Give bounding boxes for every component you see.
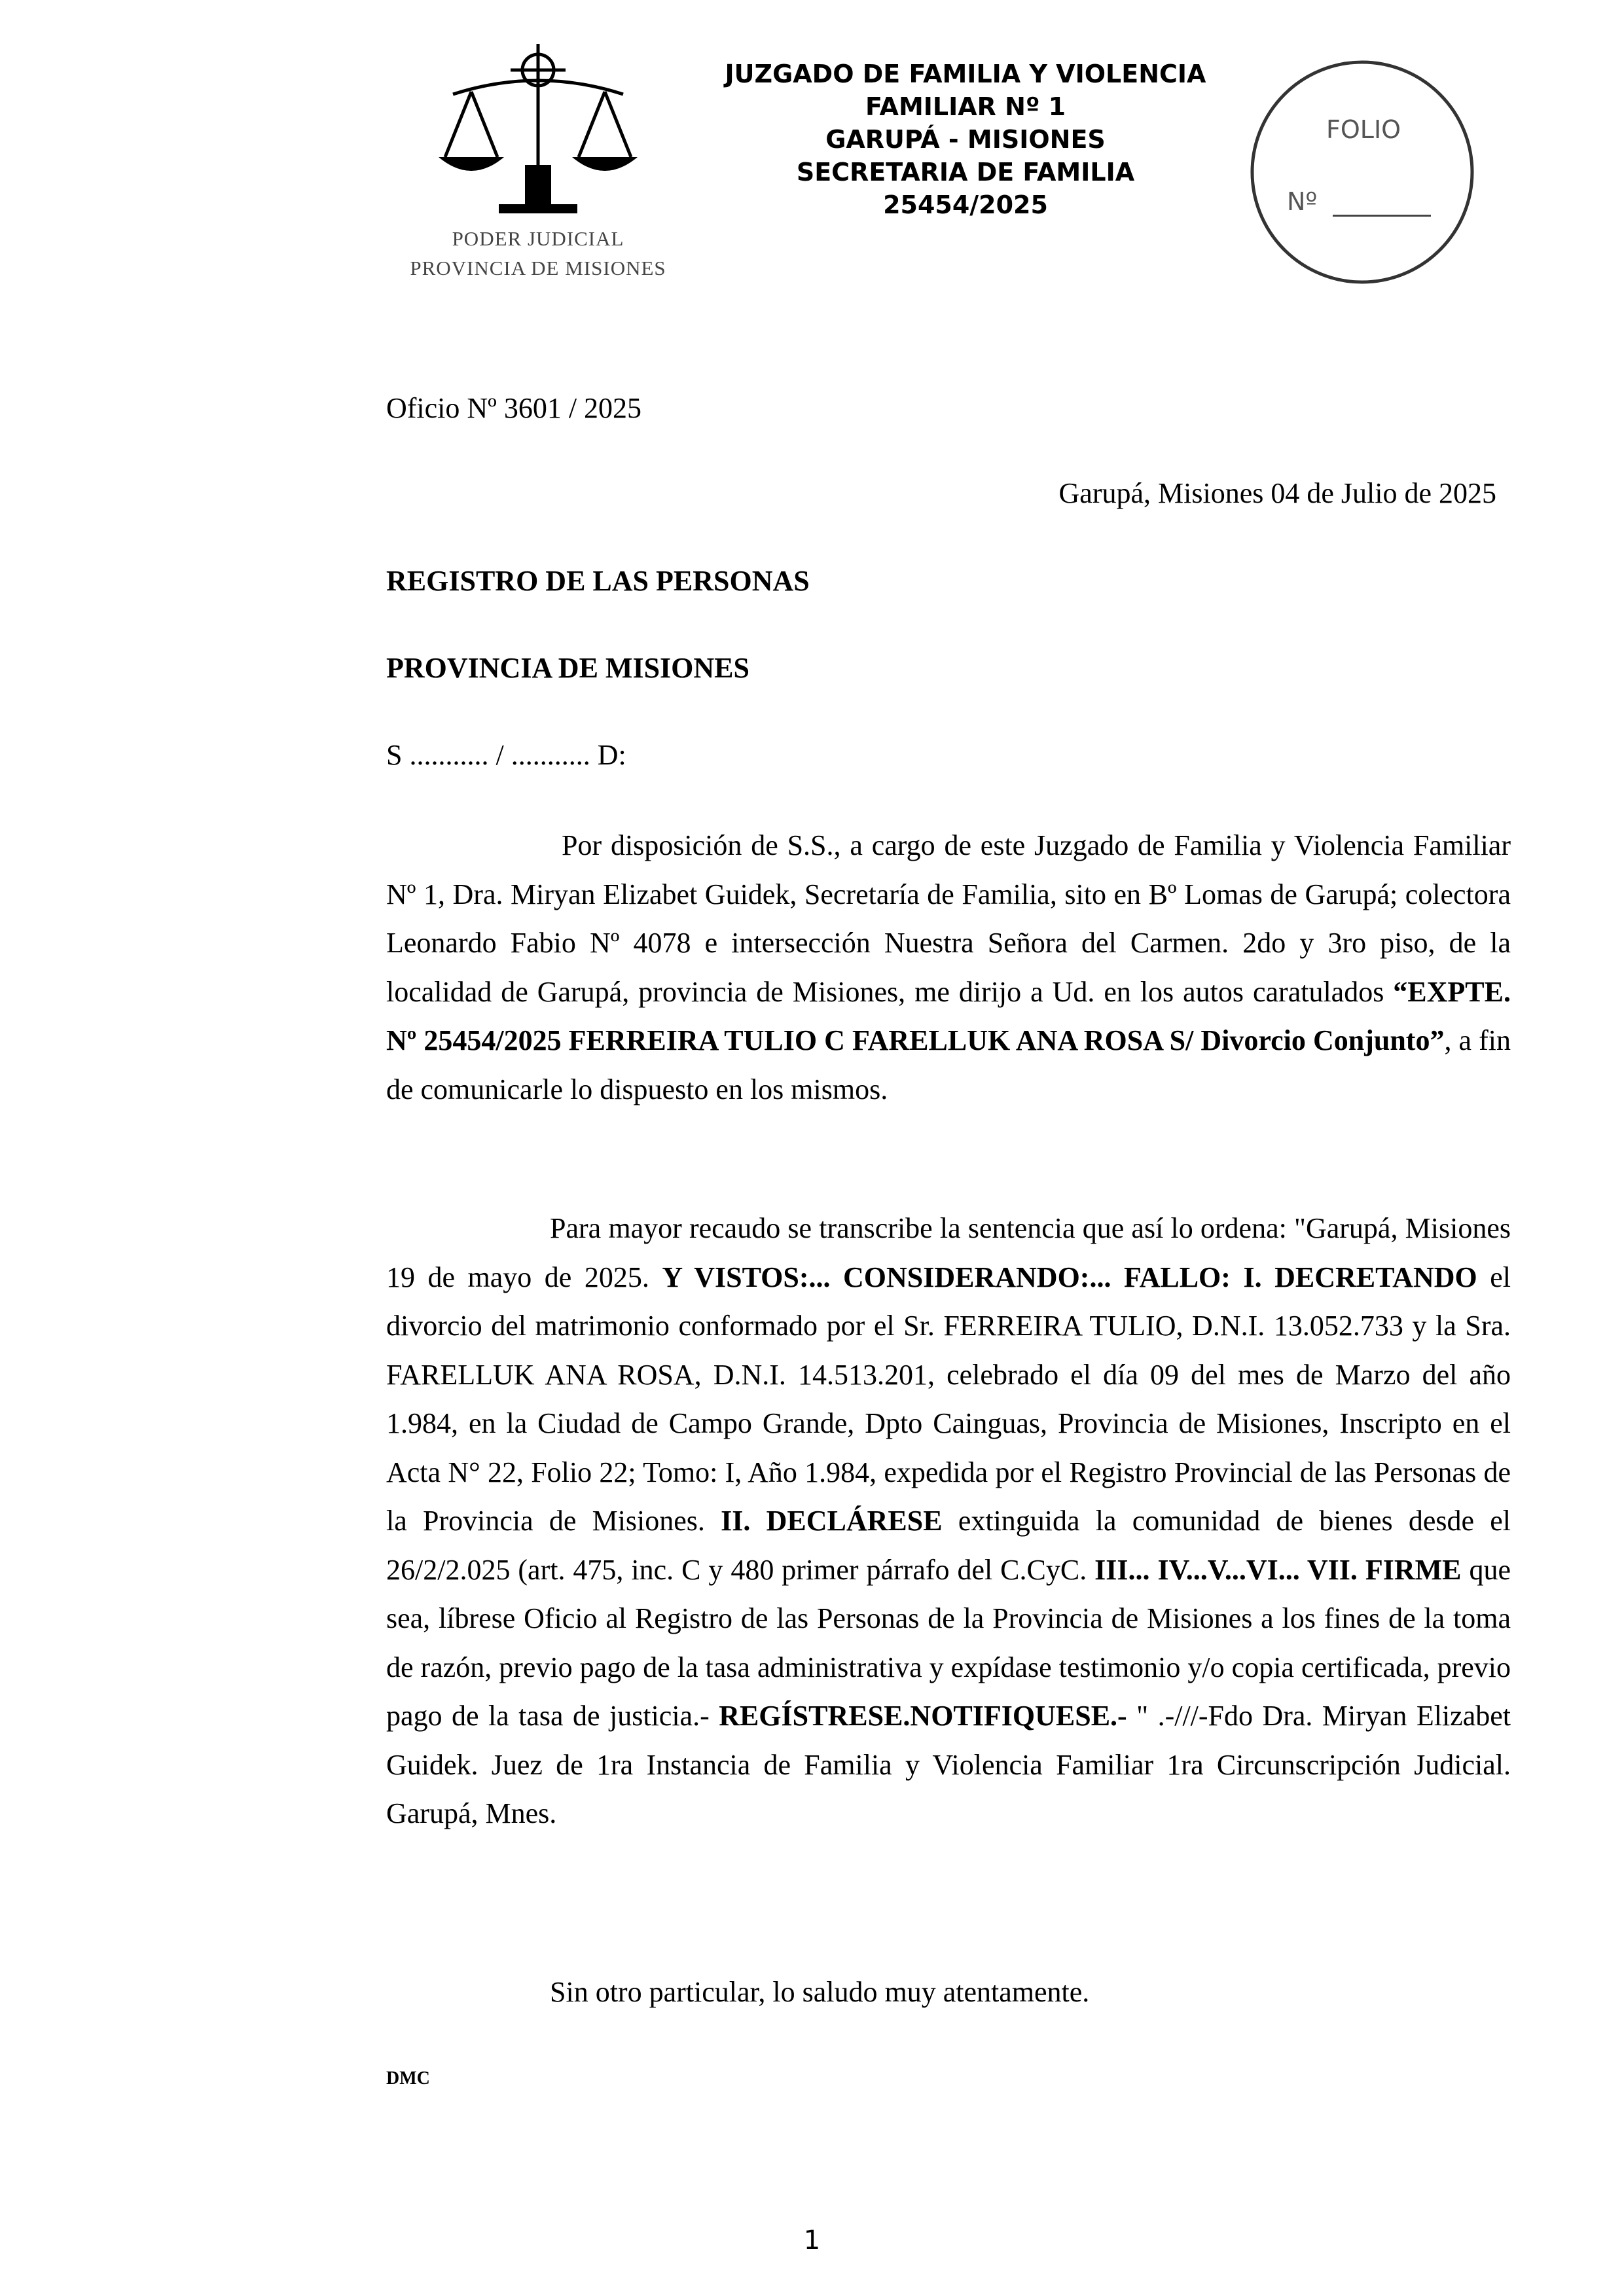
p2-text-e: extinguida la comunidad de bienes desde el 26/2/2.025 (art. 475, inc. C y 480 primer párrafo del C.CyC. bbox=[386, 1505, 1511, 1586]
p1-text-a: Por disposición de S.S., a cargo de este Juzgado de Familia y Violencia Familiar Nº 1, Dra. Miryan Elizabet Guidek, Secretaría de Familia, sito en Bº Lomas de Garupá; colectora Leonardo Fabio Nº 4078 e intersección Nuestra Señora del Carmen. 2do y 3ro piso, de la localidad de Garupá, provincia de Misiones, me dirijo a Ud. en los autos caratulados bbox=[386, 829, 1511, 1008]
logo-text-poder-judicial: PODER JUDICIAL bbox=[452, 227, 624, 250]
case-caption: “EXPTE. Nº 25454/2025 FERREIRA TULIO C FARELLUK ANA ROSA S/ Divorcio Conjunto” bbox=[386, 975, 1511, 1056]
p2-text-i: " .-///-Fdo Dra. Miryan Elizabet Guidek. Juez de 1ra Instancia de Familia y Violencia Familiar 1ra Circunscripción Judicial. Garupá, Mnes. bbox=[386, 1700, 1511, 1829]
recipient-line-2: PROVINCIA DE MISIONES bbox=[386, 652, 749, 684]
p2-bold-declarese: II. DECLÁRESE bbox=[721, 1505, 943, 1537]
document-date: Garupá, Misiones 04 de Julio de 2025 bbox=[1058, 477, 1496, 509]
page-number: 1 bbox=[803, 2225, 821, 2255]
scales-of-justice-icon bbox=[427, 41, 649, 224]
oficio-number: Oficio Nº 3601 / 2025 bbox=[386, 392, 642, 424]
court-header bbox=[655, 58, 1276, 221]
p2-text-g: que sea, líbrese Oficio al Registro de las Personas de la Provincia de Misiones a los fines de la toma de razón, previo pago de la tasa administrativa y expídase testimonio y/o copia certificada, previo pago de la tasa de justicia.- bbox=[386, 1553, 1511, 1732]
body-paragraph-1 bbox=[386, 821, 1511, 1114]
logo-text-provincia: PROVINCIA DE MISIONES bbox=[410, 257, 666, 279]
header-line-1: JUZGADO DE FAMILIA Y VIOLENCIA bbox=[725, 60, 1206, 88]
p2-bold-fallo: Y VISTOS:... CONSIDERANDO:... FALLO: I. DECRETANDO bbox=[662, 1261, 1477, 1293]
recipient-line-1: REGISTRO DE LAS PERSONAS bbox=[386, 565, 810, 597]
p1-text-c: , a fin de comunicarle lo dispuesto en los mismos. bbox=[386, 1024, 1511, 1105]
folio-number-line bbox=[1333, 215, 1431, 217]
folio-label: FOLIO bbox=[1326, 115, 1401, 144]
p2-text-c: el divorcio del matrimonio conformado por el Sr. FERREIRA TULIO, D.N.I. 13.052.733 y la Sra. FARELLUK ANA ROSA, D.N.I. 14.513.201, celebrado el día 09 del mes de Marzo del año 1.984, en la Ciudad de Campo Grande, Dpto Cainguas, Provincia de Misiones, Inscripto en el Acta N° 22, Folio 22; Tomo: I, Año 1.984, expedida por el Registro Provincial de las Personas de la Provincia de Misiones. bbox=[386, 1261, 1511, 1537]
closing-line: Sin otro particular, lo saludo muy atentamente. bbox=[550, 1976, 1090, 2008]
header-line-4: SECRETARIA DE FAMILIA bbox=[796, 158, 1135, 187]
header-line-5: 25454/2025 bbox=[883, 190, 1048, 219]
p2-bold-firme: III... IV...V...VI... VII. FIRME bbox=[1094, 1553, 1462, 1586]
judicial-logo bbox=[401, 41, 676, 289]
p2-bold-registrese: REGÍSTRESE.NOTIFIQUESE.- bbox=[719, 1700, 1127, 1732]
folio-circle-icon bbox=[1248, 58, 1477, 287]
folio-stamp bbox=[1248, 58, 1477, 287]
salutation: S ........... / ........... D: bbox=[386, 739, 626, 771]
header-line-3: GARUPÁ - MISIONES bbox=[825, 125, 1106, 154]
header-line-2: FAMILIAR Nº 1 bbox=[865, 92, 1066, 121]
p2-text-a: Para mayor recaudo se transcribe la sentencia que así lo ordena: "Garupá, Misiones 19 de mayo de 2025. bbox=[386, 1212, 1511, 1293]
author-initials: DMC bbox=[386, 2068, 430, 2089]
body-paragraph-2 bbox=[386, 1204, 1511, 1839]
folio-number-label: Nº bbox=[1287, 187, 1318, 216]
